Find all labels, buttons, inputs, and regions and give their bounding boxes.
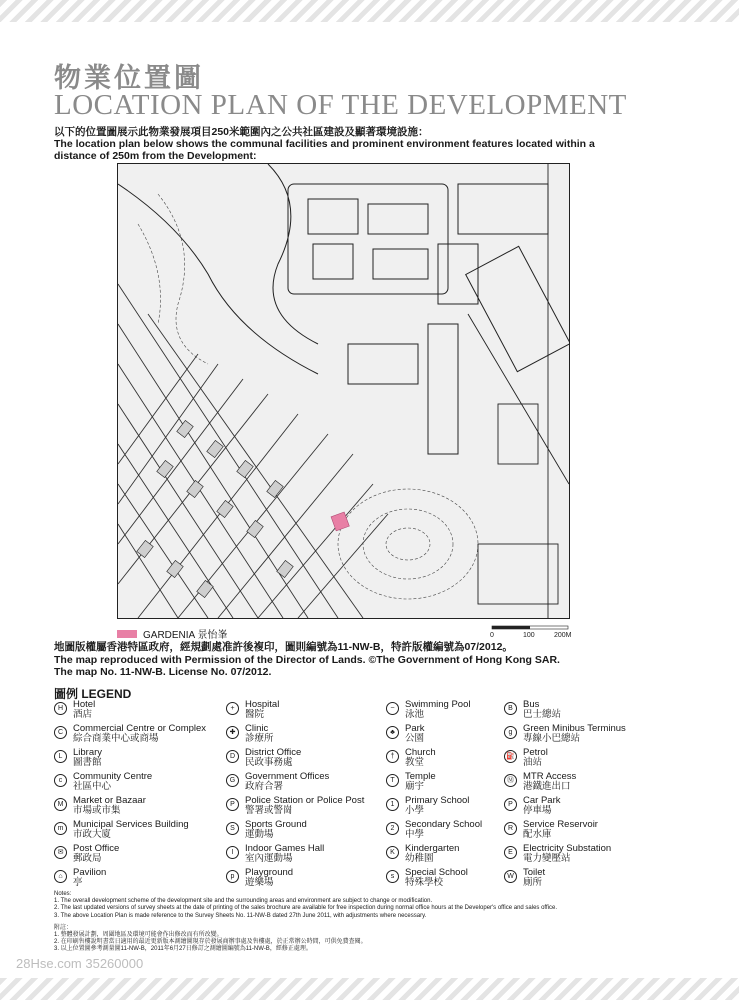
legend-en: Secondary School bbox=[405, 819, 483, 830]
market-icon: M bbox=[54, 798, 67, 811]
legend-cn: 停車場 bbox=[523, 805, 552, 816]
note-2: 2. The last updated versions of survey sheets at the date of printing of the sales brochure are available for free inspection during normal office hours at the Developer's office and sales office. bbox=[54, 905, 557, 912]
legend-en: Post Office bbox=[73, 843, 120, 854]
legend-en: Playground bbox=[245, 867, 294, 878]
legend-cn: 泳池 bbox=[405, 709, 425, 720]
legend-cn: 室內運動場 bbox=[245, 853, 293, 864]
legend-en: Car Park bbox=[523, 795, 561, 806]
legend-en: Hospital bbox=[245, 699, 280, 710]
scale-tick-0: 0 bbox=[490, 632, 494, 639]
playground-icon: p bbox=[226, 870, 239, 883]
legend-cn: 公園 bbox=[405, 733, 425, 744]
scale-tick-200: 200M bbox=[554, 632, 572, 639]
legend-cn: 廁所 bbox=[523, 877, 543, 888]
legend-en: Government Offices bbox=[245, 771, 330, 782]
legend-item bbox=[504, 748, 548, 768]
legend-item bbox=[54, 724, 206, 744]
intro-en-line1: The location plan below shows the communal facilities and prominent environment features located within a bbox=[54, 138, 595, 150]
library-icon: L bbox=[54, 750, 67, 763]
legend-item bbox=[504, 796, 560, 816]
legend-item bbox=[504, 844, 611, 864]
legend-item bbox=[386, 796, 469, 816]
legend-en: Special School bbox=[405, 867, 468, 878]
hospital-icon: + bbox=[226, 702, 239, 715]
legend-cn: 廟宇 bbox=[405, 781, 425, 792]
legend-en: Temple bbox=[405, 771, 436, 782]
legend-item bbox=[226, 796, 364, 816]
legend-en: Police Station or Police Post bbox=[245, 795, 365, 806]
legend-cn: 民政事務處 bbox=[245, 757, 293, 768]
legend-cn: 診療所 bbox=[245, 733, 274, 744]
legend-en: Commercial Centre or Complex bbox=[73, 723, 207, 734]
minibus-icon: g bbox=[504, 726, 517, 739]
intro-text bbox=[54, 126, 614, 162]
legend-cn: 社區中心 bbox=[73, 781, 112, 792]
note-cn-1: 1. 整體發展計劃，周圍地區及環境可能會作出修改而有所改變。 bbox=[54, 932, 223, 939]
legend-en: Library bbox=[73, 747, 103, 758]
legend-item bbox=[226, 700, 279, 720]
secondary-school-icon: 2 bbox=[386, 822, 399, 835]
swimming-pool-icon: ~ bbox=[386, 702, 399, 715]
legend-cn: 特殊學校 bbox=[405, 877, 444, 888]
bottom-stripe-band bbox=[0, 978, 739, 1000]
legend-en: Swimming Pool bbox=[405, 699, 471, 710]
legend-en: MTR Access bbox=[523, 771, 577, 782]
note-cn-3: 3. 以上位置圖參考測量圖11-NW-B，2011年6月27日修訂之測繪圖編號為11-NW-B，經修正處理。 bbox=[54, 946, 312, 953]
notes-cn-title: 附註： bbox=[54, 924, 73, 931]
legend-en: Electricity Substation bbox=[523, 843, 612, 854]
legend-en: Pavilion bbox=[73, 867, 107, 878]
watermark: 28Hse.com 35260000 bbox=[16, 956, 144, 971]
notes bbox=[54, 891, 704, 954]
community-centre-icon: c bbox=[54, 774, 67, 787]
site-swatch bbox=[117, 630, 137, 638]
legend-cn: 政府合署 bbox=[245, 781, 284, 792]
district-office-icon: D bbox=[226, 750, 239, 763]
legend-en: Market or Bazaar bbox=[73, 795, 146, 806]
legend-item bbox=[504, 772, 576, 792]
legend-item bbox=[54, 748, 102, 768]
top-stripe-band bbox=[0, 0, 739, 22]
map-credit bbox=[54, 641, 560, 679]
legend-item bbox=[386, 820, 482, 840]
legend-cn: 亭 bbox=[73, 877, 83, 888]
hotel-icon: H bbox=[54, 702, 67, 715]
note-1: 1. The overall development scheme of the development site and the surrounding areas and environment are subject to change or modification. bbox=[54, 898, 433, 905]
church-icon: † bbox=[386, 750, 399, 763]
credit-en-2: The map No. 11-NW-B. License No. 07/2012. bbox=[54, 666, 272, 678]
legend-item bbox=[226, 844, 324, 864]
intro-cn: 以下的位置圖展示此物業發展項目250米範圍內之公共社區建設及顯著環境設施： bbox=[54, 126, 429, 138]
legend-item bbox=[386, 868, 468, 888]
legend-cn: 遊樂場 bbox=[245, 877, 274, 888]
notes-title: Notes: bbox=[54, 891, 72, 897]
legend-en: Clinic bbox=[245, 723, 269, 734]
legend-en: Sports Ground bbox=[245, 819, 307, 830]
legend-cn: 配水庫 bbox=[523, 829, 552, 840]
legend-en: Indoor Games Hall bbox=[245, 843, 325, 854]
legend-en: Kindergarten bbox=[405, 843, 460, 854]
substation-icon: E bbox=[504, 846, 517, 859]
legend-en: District Office bbox=[245, 747, 302, 758]
legend-item bbox=[386, 700, 470, 720]
credit-en-1: The map reproduced with Permission of the Director of Lands. ©The Government of Hong Kong SAR. bbox=[54, 653, 560, 666]
legend-item bbox=[504, 868, 545, 888]
legend-item bbox=[386, 844, 459, 864]
legend-item bbox=[226, 772, 329, 792]
map-drawing bbox=[118, 164, 569, 618]
petrol-icon: ⛽ bbox=[504, 750, 517, 763]
kindergarten-icon: K bbox=[386, 846, 399, 859]
legend-en: Service Reservoir bbox=[523, 819, 598, 830]
legend-en: Green Minibus Terminus bbox=[523, 723, 626, 734]
legend-item bbox=[504, 820, 598, 840]
sports-ground-icon: S bbox=[226, 822, 239, 835]
intro-en-line2: distance of 250m from the Development: bbox=[54, 150, 257, 162]
special-school-icon: s bbox=[386, 870, 399, 883]
legend-item bbox=[386, 724, 425, 744]
municipal-building-icon: m bbox=[54, 822, 67, 835]
legend-en: Community Centre bbox=[73, 771, 153, 782]
location-map bbox=[117, 163, 570, 619]
page-title-cn: 物業位置圖 bbox=[54, 63, 204, 94]
legend bbox=[54, 700, 694, 890]
park-icon: ♣ bbox=[386, 726, 399, 739]
legend-item bbox=[504, 700, 561, 720]
commercial-centre-icon: C bbox=[54, 726, 67, 739]
legend-item bbox=[54, 820, 189, 840]
legend-item bbox=[54, 796, 146, 816]
car-park-icon: P bbox=[504, 798, 517, 811]
legend-cn: 小學 bbox=[405, 805, 425, 816]
mtr-icon: Ⓜ bbox=[504, 774, 517, 787]
primary-school-icon: 1 bbox=[386, 798, 399, 811]
legend-item bbox=[54, 844, 119, 864]
legend-cn: 運動場 bbox=[245, 829, 274, 840]
legend-cn: 市場或市集 bbox=[73, 805, 121, 816]
bus-icon: B bbox=[504, 702, 517, 715]
government-offices-icon: G bbox=[226, 774, 239, 787]
legend-cn: 港鐵進出口 bbox=[523, 781, 571, 792]
pavilion-icon: ⌂ bbox=[54, 870, 67, 883]
legend-en: Church bbox=[405, 747, 436, 758]
legend-item bbox=[386, 748, 436, 768]
site-label: GARDENIA 景怡峯 bbox=[143, 630, 228, 641]
legend-item bbox=[226, 724, 274, 744]
legend-cn: 綜合商業中心或商場 bbox=[73, 733, 159, 744]
indoor-games-hall-icon: I bbox=[226, 846, 239, 859]
legend-cn: 電力變壓站 bbox=[523, 853, 571, 864]
toilet-icon: W bbox=[504, 870, 517, 883]
legend-item bbox=[54, 700, 95, 720]
credit-cn: 地圖版權屬香港特區政府，經規劃處准許後複印，圖則編號為11-NW-B，特許版權編號為07/2012。 bbox=[54, 641, 513, 653]
legend-cn: 郵政局 bbox=[73, 853, 102, 864]
legend-heading: 圖例 LEGEND bbox=[54, 687, 132, 701]
page-title-en: LOCATION PLAN OF THE DEVELOPMENT bbox=[54, 89, 627, 121]
clinic-icon: ✚ bbox=[226, 726, 239, 739]
legend-cn: 圖書館 bbox=[73, 757, 102, 768]
legend-cn: 巴士總站 bbox=[523, 709, 562, 720]
note-cn-2: 2. 在印刷售樓說明書當日適用的最近更新版本測繪圖現存於發展商辦事處及售樓處，於正常辦公時間，可供免費查閱。 bbox=[54, 939, 367, 946]
legend-cn: 市政大廈 bbox=[73, 829, 112, 840]
service-reservoir-icon: R bbox=[504, 822, 517, 835]
legend-item bbox=[386, 772, 436, 792]
site-key bbox=[117, 626, 227, 641]
legend-cn: 教堂 bbox=[405, 757, 425, 768]
legend-cn: 醫院 bbox=[245, 709, 265, 720]
note-3: 3. The above Location Plan is made reference to the Survey Sheets No. 11-NW-B dated 27th June 2011, with adjustments where necessary. bbox=[54, 912, 427, 919]
legend-item bbox=[226, 748, 301, 768]
legend-en: Toilet bbox=[523, 867, 546, 878]
legend-en: Bus bbox=[523, 699, 540, 710]
legend-cn: 油站 bbox=[523, 757, 543, 768]
post-office-icon: ✉ bbox=[54, 846, 67, 859]
legend-en: Petrol bbox=[523, 747, 548, 758]
legend-cn: 專線小巴總站 bbox=[523, 733, 581, 744]
legend-item bbox=[504, 724, 626, 744]
legend-item bbox=[54, 868, 106, 888]
legend-cn: 警署或警崗 bbox=[245, 805, 293, 816]
legend-en: Primary School bbox=[405, 795, 470, 806]
legend-cn: 中學 bbox=[405, 829, 425, 840]
legend-en: Municipal Services Building bbox=[73, 819, 189, 830]
legend-en: Hotel bbox=[73, 699, 96, 710]
temple-icon: T bbox=[386, 774, 399, 787]
legend-cn: 酒店 bbox=[73, 709, 93, 720]
legend-en: Park bbox=[405, 723, 425, 734]
legend-item bbox=[54, 772, 152, 792]
legend-cn: 幼稚園 bbox=[405, 853, 434, 864]
scale-tick-100: 100 bbox=[523, 632, 535, 639]
legend-item bbox=[226, 868, 293, 888]
police-station-icon: P bbox=[226, 798, 239, 811]
legend-item bbox=[226, 820, 307, 840]
